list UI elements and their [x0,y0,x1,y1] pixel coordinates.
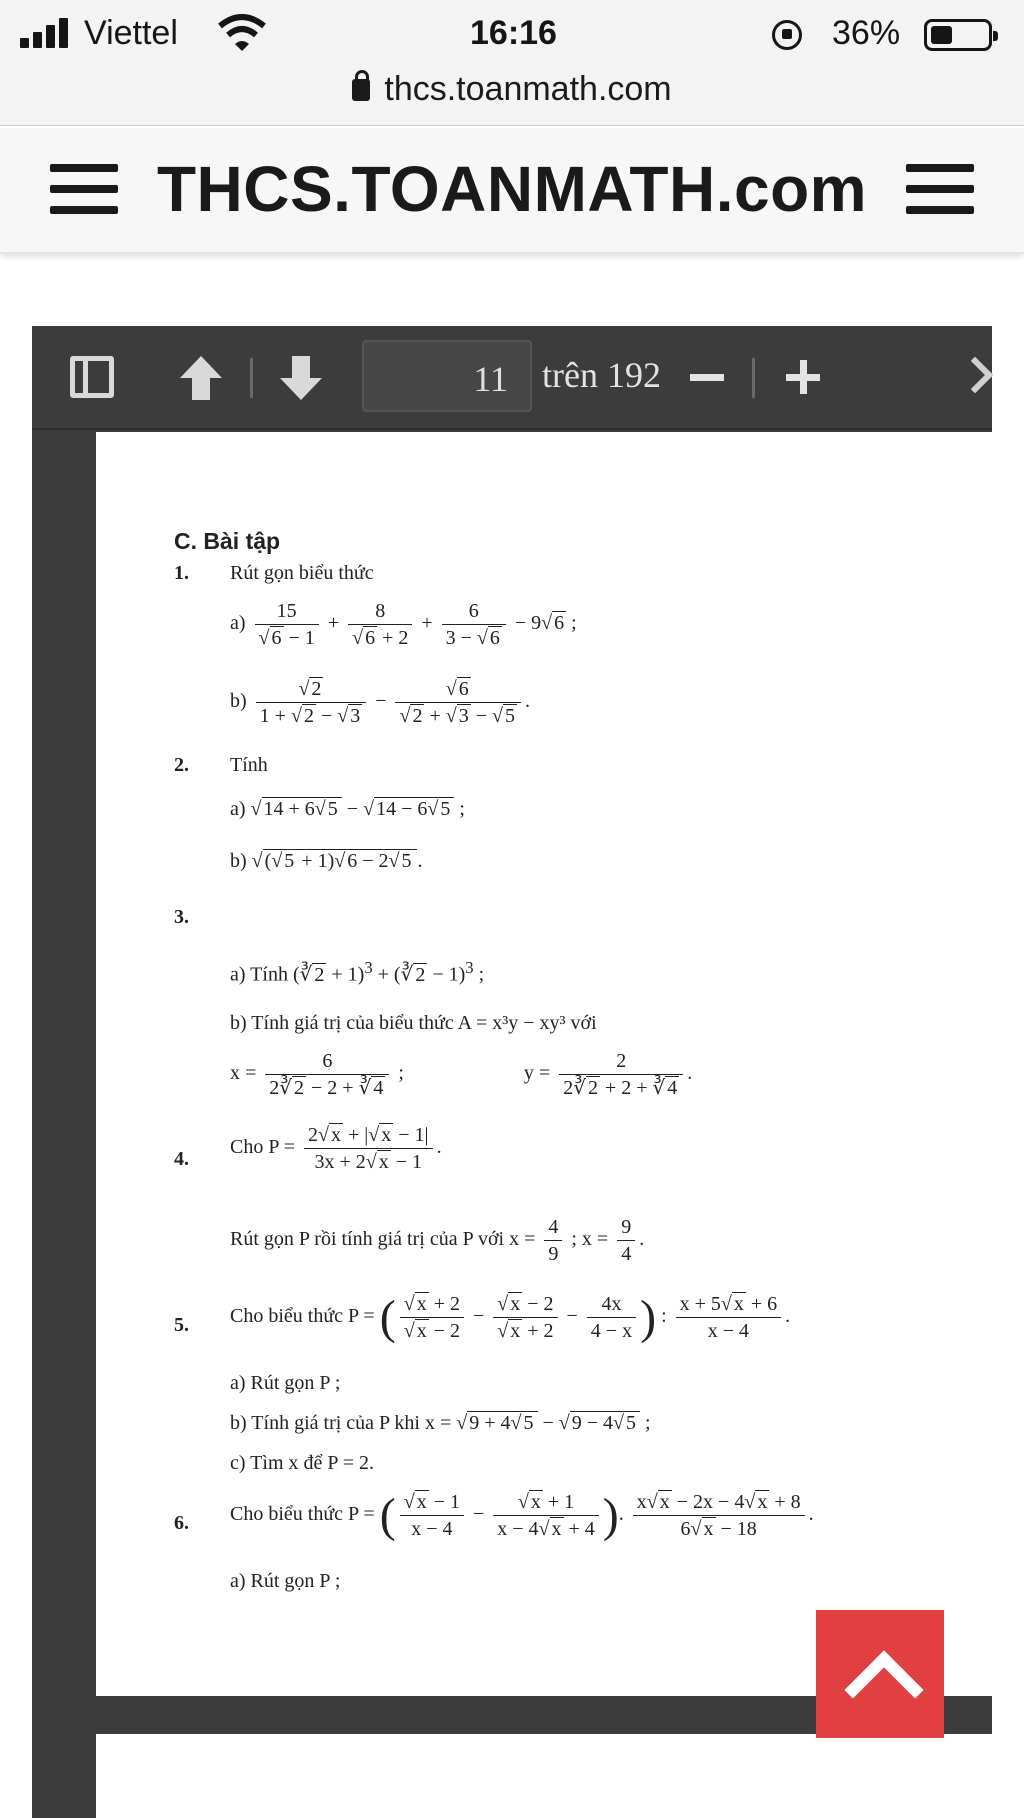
problem-5b: b) Tính giá trị của P khi x = √ 9 + 4√ 5 − √ 9 − 4√ 5 ; [230,1412,651,1434]
sidebar-toggle-icon[interactable] [70,356,114,398]
pdf-toolbar [32,326,992,430]
problem-4-expr: Cho P = $\frac{2√ x + |√ x - 1|}{3x + 2√ x - 1}$ . [230,1124,442,1173]
section-heading: C. Bài tập [174,528,281,554]
toolbar-divider [250,358,253,398]
padlock-icon [352,79,370,101]
problem-2b: b) √ (√ 5 + 1)√ 6 − 2√ 5 . [230,850,423,872]
pdf-page [96,432,992,1696]
page-number-input[interactable]: 11 [362,340,532,412]
signal-icon [20,18,72,48]
pdf-viewer [32,326,992,1818]
rotation-lock-icon [772,20,802,50]
problem-2a: a) √ 14 + 6√ 5 − √ 14 − 6√ 5 ; [230,798,465,820]
arrow-up-icon[interactable] [178,354,224,402]
clock: 16:16 [470,14,557,52]
problem-3: 3. [174,906,189,928]
status-bar [0,0,1024,70]
chevron-right-icon[interactable] [957,357,994,394]
site-header [0,128,1024,254]
toolbar-divider [752,358,755,398]
problem-5a: a) Rút gọn P ; [230,1372,341,1394]
minus-icon[interactable] [690,374,724,381]
battery-percent: 36% [832,14,901,52]
problem-4: 4. [174,1148,189,1170]
arrow-down-icon[interactable] [278,354,324,402]
problem-5-expr: Cho biểu thức P = ( $\frac{√ x + 2}{√ x - 2}$ − $\frac{√ x - 2}{√ x + 2}$ − $\frac{4x}{4 - x}$ ) : $\frac{x + 5√ x + 6}{x - 4}$ . [230,1291,791,1344]
problem-6: 6. [174,1512,189,1534]
problem-1: 1. [174,562,189,584]
problem-3a: a) Tính (∛ 2 + 1)$^3$ + (∛ 2 − 1)$^3$ ; [230,958,485,986]
url-bar[interactable] [0,70,1024,126]
document-content [96,432,992,1696]
plus-icon[interactable] [786,360,820,394]
problem-1a: a) $\frac{15}{√ 6 - 1}$ + $\frac{8}{√ 6 + 2}$ + $\frac{6}{3 - √ 6}$ − 9√ 6 ; [230,600,577,649]
problem-2-label: Tính [230,754,268,776]
scroll-top-icon[interactable] [816,1610,944,1738]
problem-5c: c) Tìm x để P = 2. [230,1452,375,1474]
problem-6-expr: Cho biểu thức P = ( $\frac{√ x - 1}{x - 4}$ − $\frac{√ x + 1}{x - 4√ x + 4}$ ). $\frac{x√ x - 2x - 4√ x + 8}{6√ x - 18}$ . [230,1489,814,1542]
page-count: trên 192 [542,355,661,395]
problem-1b: b) $\frac{√ 2}{1 + √ 2 - √ 3}$ − $\frac{√ 6}{√ 2 + √ 3 - √ 5}$ . [230,678,530,727]
problem-2: 2. [174,754,189,776]
problem-6a: a) Rút gọn P ; [230,1570,341,1592]
wifi-icon [218,14,266,52]
next-pdf-page [96,1734,992,1818]
problem-3b-values: x = $\frac{6}{2∛ 2 - 2 + ∛ 4}$ ; y = $\frac{2}{2∛ 2 + 2 + ∛ 4}$ . [230,1050,693,1099]
problem-1-label: Rút gọn biểu thức [230,562,374,584]
carrier-name: Viettel [84,14,178,52]
problem-3b: b) Tính giá trị của biểu thức A = x³y − xy³ với [230,1012,597,1034]
problem-5: 5. [174,1314,189,1336]
problem-4-line2: Rút gọn P rồi tính giá trị của P với x = $\frac{4}{9}$ ; x = $\frac{9}{4}$ . [230,1216,645,1265]
site-title[interactable]: THCS.TOANMATH.com [156,153,868,225]
battery-icon [924,19,992,51]
menu-icon[interactable] [906,164,974,214]
url-text: thcs.toanmath.com [384,70,672,108]
